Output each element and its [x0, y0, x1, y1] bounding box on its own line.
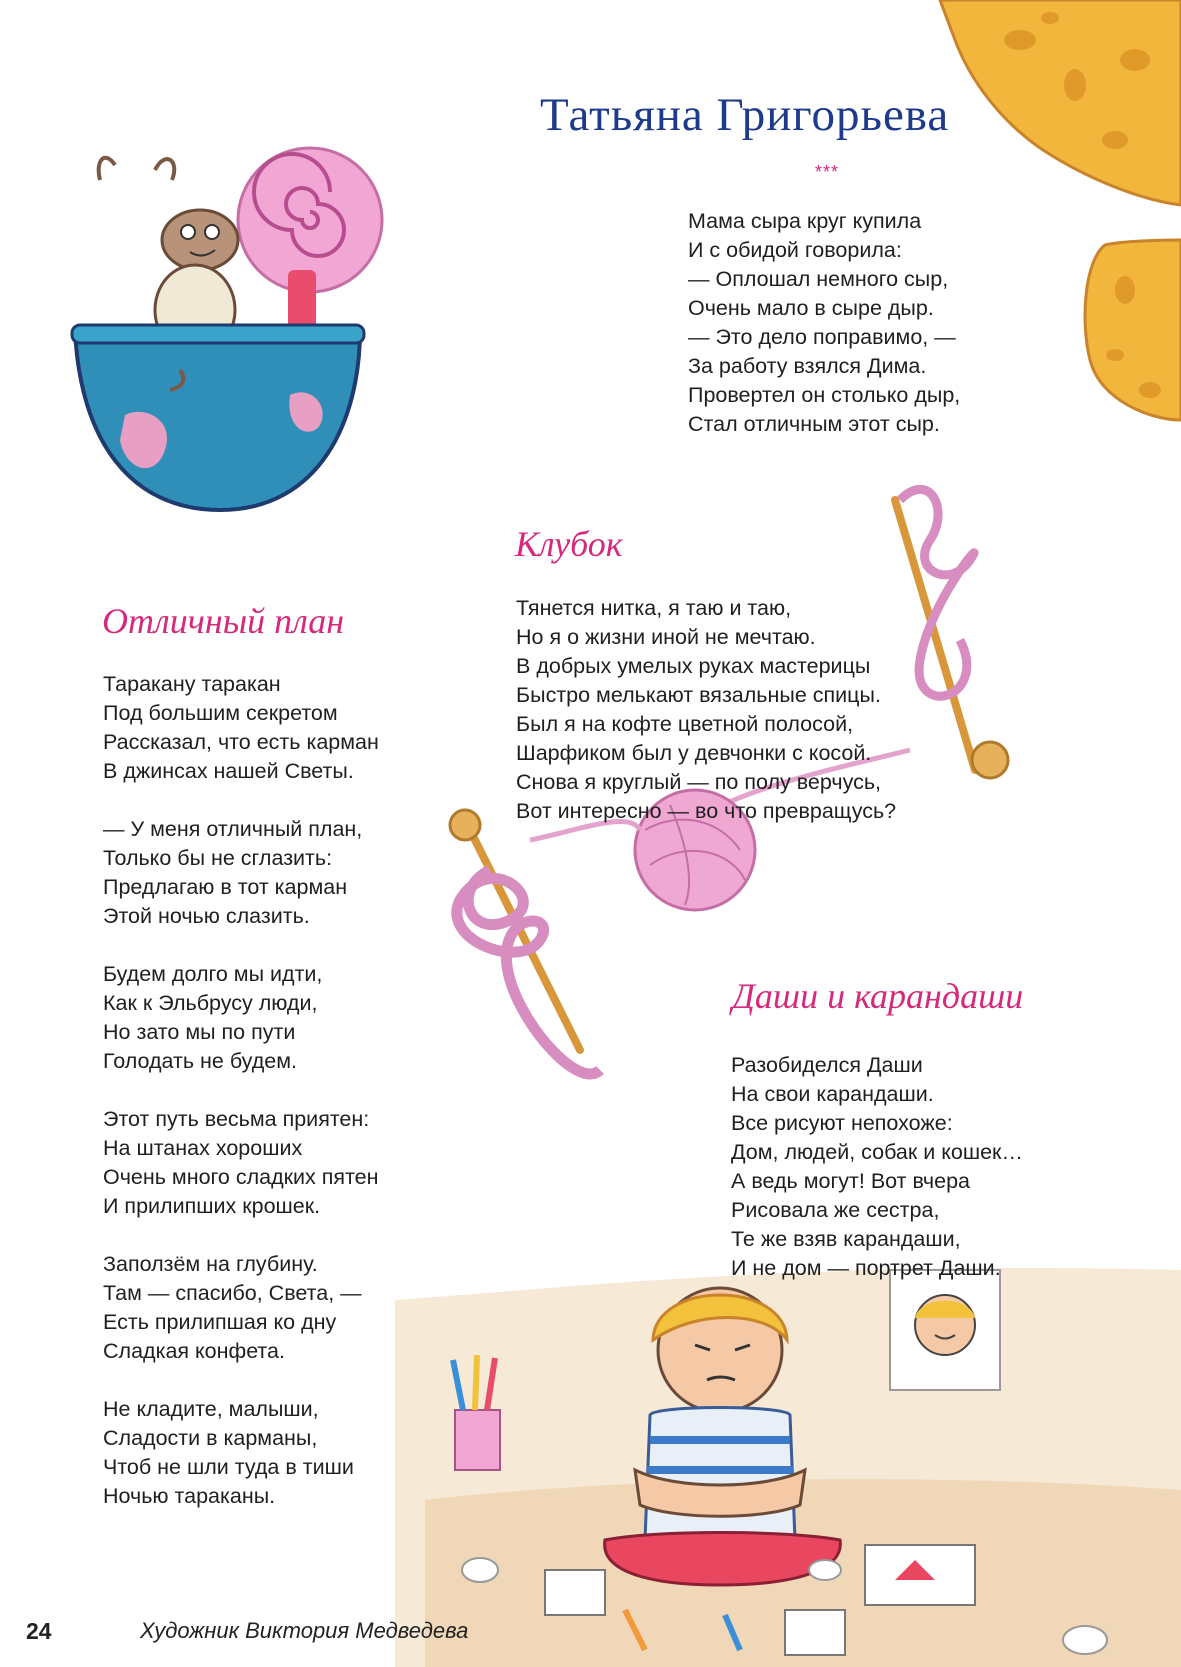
- poem-line: Ночью тараканы.: [103, 1484, 276, 1508]
- poem-line: Там — спасибо, Света, —: [103, 1281, 362, 1305]
- poem-line: Таракану таракан: [103, 672, 281, 696]
- poem-line: В джинсах нашей Светы.: [103, 759, 354, 783]
- poem-line: Разобиделся Даши: [731, 1053, 923, 1077]
- poem-line: На штанах хороших: [103, 1136, 303, 1160]
- poem-title-ball: Клубок: [515, 524, 623, 564]
- poem-line: Рисовала же сестра,: [731, 1198, 940, 1222]
- illustrator-credit: Художник Виктория Медведева: [140, 1618, 469, 1643]
- poem-line: — Это дело поправимо, —: [688, 325, 956, 349]
- poem-line: Не кладите, малыши,: [103, 1397, 319, 1421]
- stanza: [103, 1250, 379, 1366]
- poem-line: В добрых умелых руках мастерицы: [516, 654, 871, 678]
- poem-line: Есть прилипшая ко дну: [103, 1310, 337, 1334]
- poem-line: Но зато мы по пути: [103, 1020, 296, 1044]
- poem-pencils: [731, 1051, 1023, 1283]
- poem-title-plan: Отличный план: [102, 601, 345, 641]
- poem-line: Был я на кофте цветной полосой,: [516, 712, 854, 736]
- poem-line: Очень мало в сыре дыр.: [688, 296, 934, 320]
- poem-cheese: [688, 207, 960, 439]
- poem-line: Те же взяв карандаши,: [731, 1227, 961, 1251]
- poem-line: Этой ночью слазить.: [103, 904, 310, 928]
- poem-line: Стал отличным этот сыр.: [688, 412, 940, 436]
- stanza: [516, 594, 896, 826]
- cockroach-in-cup-illustration: [60, 120, 420, 560]
- poem-line: Шарфиком был у девчонки с косой.: [516, 741, 872, 765]
- stanza: [103, 960, 379, 1076]
- stanza: [103, 815, 379, 931]
- poem-line: Вот интересно — во что превращусь?: [516, 799, 897, 823]
- poem-line: Дом, людей, собак и кошек…: [731, 1140, 1023, 1164]
- poem-line: Заползём на глубину.: [103, 1252, 318, 1276]
- poem-line: Все рисуют непохоже:: [731, 1111, 953, 1135]
- poem-line: — У меня отличный план,: [103, 817, 363, 841]
- poem-line: Сладкая конфета.: [103, 1339, 285, 1363]
- poem-line: Очень много сладких пятен: [103, 1165, 379, 1189]
- poem-line: Голодать не будем.: [103, 1049, 297, 1073]
- author-name: Татьяна Григорьева: [540, 89, 950, 141]
- poem-line: А ведь могут! Вот вчера: [731, 1169, 970, 1193]
- stanza: [103, 1395, 379, 1511]
- poem-line: За работу взялся Дима.: [688, 354, 927, 378]
- poem-line: Мама сыра круг купила: [688, 209, 922, 233]
- poem-line: Как к Эльбрусу люди,: [103, 991, 318, 1015]
- poem-line: Провертел он столько дыр,: [688, 383, 961, 407]
- poem-line: Предлагаю в тот карман: [103, 875, 348, 899]
- stanza: [688, 207, 960, 439]
- poem-line: Тянется нитка, я таю и таю,: [516, 596, 792, 620]
- poem-line: Снова я круглый — по полу верчусь,: [516, 770, 882, 794]
- poem-line: Но я о жизни иной не мечтаю.: [516, 625, 816, 649]
- poem-line: Рассказал, что есть карман: [103, 730, 379, 754]
- poem-line: Чтоб не шли туда в тиши: [103, 1455, 354, 1479]
- page-number: 24: [26, 1618, 52, 1644]
- stanza: [731, 1051, 1023, 1283]
- poem-line: Этот путь весьма приятен:: [103, 1107, 370, 1131]
- poem-line: Быстро мелькают вязальные спицы.: [516, 683, 881, 707]
- stanza: [103, 1105, 379, 1221]
- poem-ball: [516, 594, 896, 826]
- poem-line: И прилипших крошек.: [103, 1194, 321, 1218]
- poem-line: Будем долго мы идти,: [103, 962, 323, 986]
- stanza: [103, 670, 379, 786]
- poem-separator-stars: ***: [815, 162, 840, 182]
- poem-line: Под большим секретом: [103, 701, 338, 725]
- poem-plan: [103, 670, 379, 1511]
- poem-line: Только бы не сглазить:: [103, 846, 333, 870]
- poem-line: — Оплошал немного сыр,: [688, 267, 949, 291]
- poem-line: И не дом — портрет Даши.: [731, 1256, 1001, 1280]
- sulking-boy-illustration: [395, 1240, 1181, 1667]
- poem-title-pencils: Даши и карандаши: [732, 976, 1024, 1016]
- poem-line: Сладости в карманы,: [103, 1426, 318, 1450]
- poem-line: И с обидой говорила:: [688, 238, 902, 262]
- poem-line: На свои карандаши.: [731, 1082, 934, 1106]
